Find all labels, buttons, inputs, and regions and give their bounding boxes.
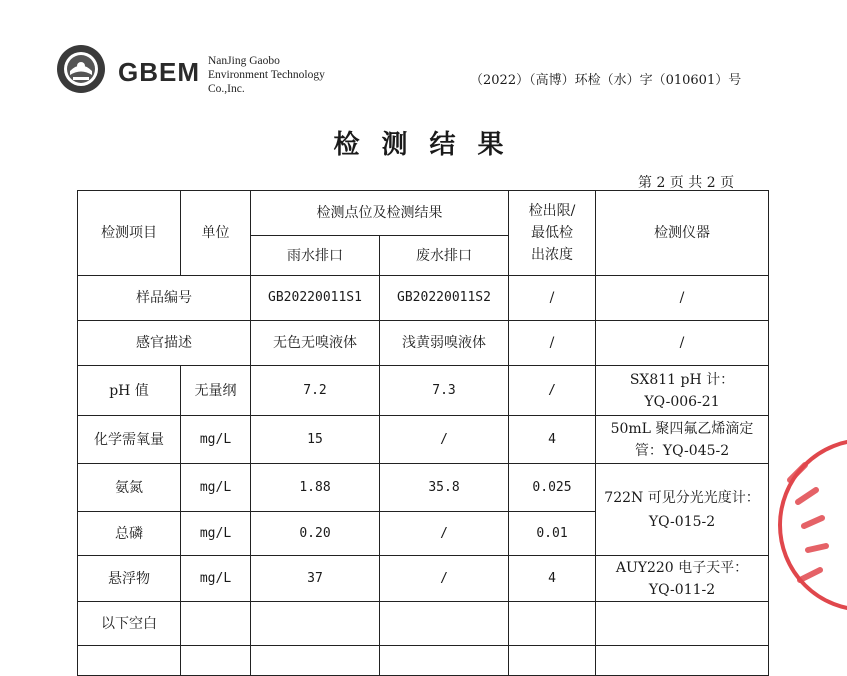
row-point-2: /: [380, 512, 509, 556]
company-stamp: [770, 420, 847, 620]
company-name: [208, 54, 325, 96]
row-point-2: /: [380, 556, 509, 602]
header-point-2: 废水排口: [380, 236, 509, 276]
header-instrument: 检测仪器: [596, 191, 769, 276]
row-point-1: [251, 602, 380, 646]
company-line-2: Environment Technology: [208, 69, 325, 81]
results-table: [77, 190, 769, 676]
empty-cell: [509, 646, 596, 676]
row-unit: mg/L: [181, 556, 251, 602]
header-points-results: 检测点位及检测结果: [251, 191, 509, 236]
sense-limit: /: [509, 321, 596, 366]
row-limit: 4: [509, 416, 596, 464]
empty-cell: [596, 646, 769, 676]
sample-id-instrument: /: [596, 276, 769, 321]
row-limit: 0.025: [509, 464, 596, 512]
table-row: [78, 321, 769, 366]
row-item: 氨氮: [78, 464, 181, 512]
row-point-1: 15: [251, 416, 380, 464]
brand-name: GBEM: [118, 57, 200, 87]
row-unit: mg/L: [181, 416, 251, 464]
row-unit: mg/L: [181, 512, 251, 556]
row-item: 总磷: [78, 512, 181, 556]
empty-cell: [78, 646, 181, 676]
row-unit: 无量纲: [181, 366, 251, 416]
company-line-3: Co.,Inc.: [208, 83, 245, 95]
row-point-2: /: [380, 416, 509, 464]
page-title: 检测结果: [333, 130, 526, 160]
sample-id-label: 样品编号: [78, 276, 251, 321]
header-limit: 检出限/ 最低检 出浓度: [509, 191, 596, 276]
empty-cell: [380, 646, 509, 676]
document-number: （2022）（高博）环检（水）字（010601）号: [470, 73, 742, 88]
row-item: 化学需氧量: [78, 416, 181, 464]
header-point-1: 雨水排口: [251, 236, 380, 276]
table-row: [78, 416, 769, 464]
sample-id-point-1: GB20220011S1: [251, 276, 380, 321]
row-limit: /: [509, 366, 596, 416]
table-row: [78, 556, 769, 602]
row-point-1: 7.2: [251, 366, 380, 416]
empty-cell: [181, 646, 251, 676]
row-item: 以下空白: [78, 602, 181, 646]
table-row: [78, 464, 769, 512]
sense-instrument: /: [596, 321, 769, 366]
empty-cell: [251, 646, 380, 676]
header-item: 检测项目: [78, 191, 181, 276]
row-point-2: 7.3: [380, 366, 509, 416]
header-unit: 单位: [181, 191, 251, 276]
sense-point-2: 浅黄弱嗅液体: [380, 321, 509, 366]
sample-id-limit: /: [509, 276, 596, 321]
row-limit: [509, 602, 596, 646]
row-unit: [181, 602, 251, 646]
row-instrument: SX811 pH 计： YQ-006-21: [596, 366, 769, 416]
row-limit: 4: [509, 556, 596, 602]
sample-id-point-2: GB20220011S2: [380, 276, 509, 321]
row-instrument-shared: 722N 可见分光光度计： YQ-015-2: [596, 464, 769, 556]
table-row: [78, 646, 769, 676]
row-limit: 0.01: [509, 512, 596, 556]
company-logo-seal: [56, 44, 106, 94]
company-line-1: NanJing Gaobo: [208, 55, 280, 67]
row-item: pH 值: [78, 366, 181, 416]
row-point-2: [380, 602, 509, 646]
table-row: [78, 602, 769, 646]
row-point-1: 0.20: [251, 512, 380, 556]
table-row: [78, 276, 769, 321]
row-instrument: [596, 602, 769, 646]
page-indicator: 第 2 页 共 2 页: [638, 175, 735, 191]
table-header-row: [78, 191, 769, 236]
row-instrument: AUY220 电子天平： YQ-011-2: [596, 556, 769, 602]
row-point-2: 35.8: [380, 464, 509, 512]
row-unit: mg/L: [181, 464, 251, 512]
row-instrument: 50mL 聚四氟乙烯滴定 管：YQ-045-2: [596, 416, 769, 464]
table-row: [78, 366, 769, 416]
row-item: 悬浮物: [78, 556, 181, 602]
sense-point-1: 无色无嗅液体: [251, 321, 380, 366]
sense-label: 感官描述: [78, 321, 251, 366]
row-point-1: 1.88: [251, 464, 380, 512]
row-point-1: 37: [251, 556, 380, 602]
